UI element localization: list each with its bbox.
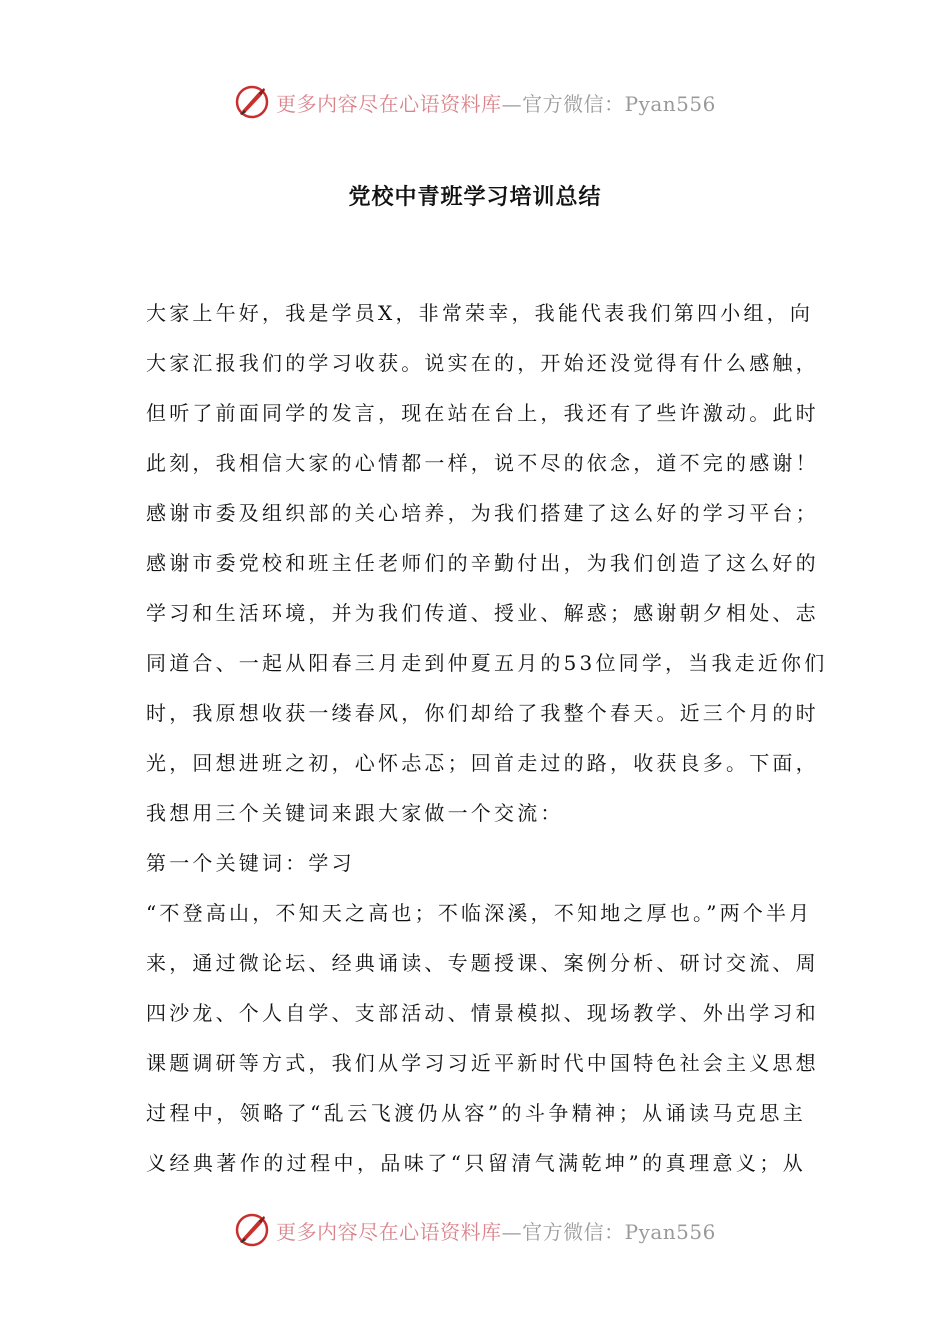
- quill-logo-icon: [234, 1212, 270, 1248]
- body-line: 义经典著作的过程中，品味了“只留清气满乾坤”的真理意义；从: [146, 1151, 806, 1175]
- watermark-wechat: 官方微信：Pyan556: [522, 1219, 716, 1244]
- watermark-banner-top: [0, 82, 950, 122]
- body-line: 但听了前面同学的发言，现在站在台上，我还有了些许激动。此时: [146, 401, 819, 425]
- body-line: 学习和生活环境，并为我们传道、授业、解惑；感谢朝夕相处、志: [146, 601, 819, 625]
- document-body: [146, 290, 828, 1190]
- watermark-banner-bottom: [0, 1210, 950, 1250]
- body-line: 此刻，我相信大家的心情都一样，说不尽的依念，道不完的感谢！: [146, 451, 819, 475]
- watermark-brand: 更多内容尽在心语资料库: [276, 1219, 502, 1244]
- body-line: 感谢市委党校和班主任老师们的辛勤付出，为我们创造了这么好的: [146, 551, 819, 575]
- quill-logo-icon: [234, 84, 270, 120]
- body-line: 来，通过微论坛、经典诵读、专题授课、案例分析、研讨交流、周: [146, 951, 819, 975]
- body-line: 四沙龙、个人自学、支部活动、情景模拟、现场教学、外出学习和: [146, 1001, 819, 1025]
- body-line: 大家汇报我们的学习收获。说实在的，开始还没觉得有什么感触，: [146, 351, 819, 375]
- body-line: 光，回想进班之初，心怀忐忑；回首走过的路，收获良多。下面，: [146, 751, 819, 775]
- watermark-separator: —: [501, 91, 523, 116]
- watermark-brand: 更多内容尽在心语资料库: [276, 91, 502, 116]
- watermark-separator: —: [501, 1219, 523, 1244]
- document-title: 党校中青班学习培训总结: [348, 185, 602, 210]
- body-line: 感谢市委及组织部的关心培养，为我们搭建了这么好的学习平台；: [146, 501, 819, 525]
- section-heading: 第一个关键词：学习: [146, 851, 355, 875]
- watermark-text: [276, 88, 716, 117]
- body-line: 同道合、一起从阳春三月走到仲夏五月的53位同学，当我走近你们: [146, 651, 828, 675]
- body-line: 课题调研等方式，我们从学习习近平新时代中国特色社会主义思想: [146, 1051, 819, 1075]
- watermark-wechat: 官方微信：Pyan556: [522, 91, 716, 116]
- body-line: 时，我原想收获一缕春风，你们却给了我整个春天。近三个月的时: [146, 701, 819, 725]
- body-line: “不登高山，不知天之高也；不临深溪，不知地之厚也。”两个半月: [146, 901, 813, 925]
- body-line: 我想用三个关键词来跟大家做一个交流：: [146, 801, 564, 825]
- body-line: 大家上午好，我是学员X，非常荣幸，我能代表我们第四小组，向: [146, 301, 814, 325]
- body-line: 过程中，领略了“乱云飞渡仍从容”的斗争精神；从诵读马克思主: [146, 1101, 806, 1125]
- watermark-text: [276, 1216, 716, 1245]
